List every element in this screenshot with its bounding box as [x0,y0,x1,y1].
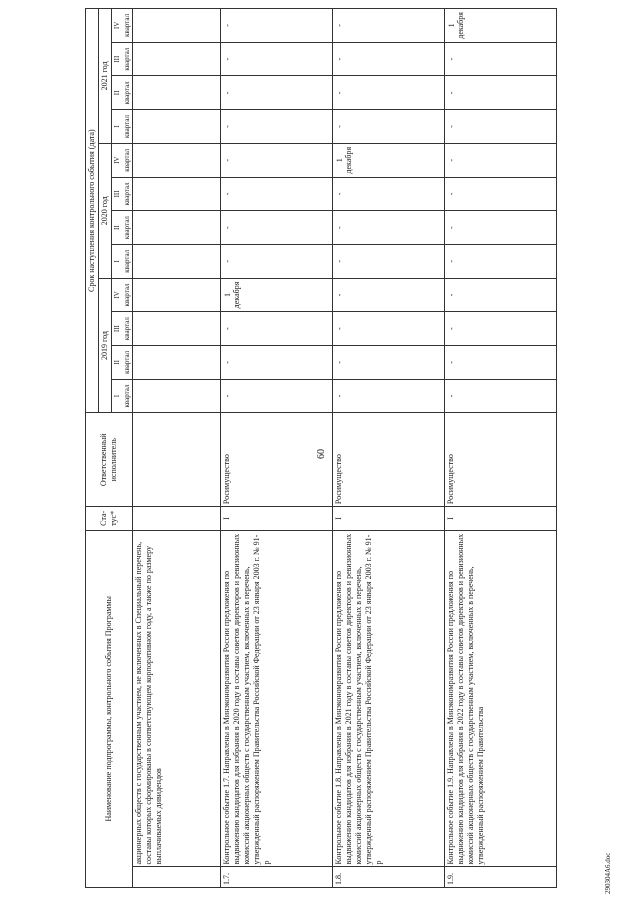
table-row [445,9,557,888]
quarter-numeral: III [113,55,121,63]
quarter-numeral: II [113,360,121,365]
quarter-numeral: III [113,325,121,333]
quarter-word: квартал [123,115,131,138]
row-number: 1.8. [333,867,445,888]
event-cell [133,278,221,312]
quarter-word: квартал [123,249,131,273]
event-cell: - [221,177,333,211]
header-quarter [112,379,133,413]
row-executor: Росимущество [221,413,333,507]
quarter-numeral: I [113,260,121,263]
event-cell: - [221,110,333,144]
header-quarter [112,346,133,380]
quarter-numeral: IV [113,21,121,30]
row-name: Контрольное событие 1.7. Направлены в Минэкономразвития России предложения по выдвижению кандидатов для избрания в 2020 году в составы советов директоров и ревизионных комиссий акционерных обществ с государственным участием, включенных в перечень, утвержденный распоряжением Правительства Российской Федерации от 23 января 2003 г. № 91-р [221,530,333,867]
quarter-numeral: III [113,190,121,198]
header-quarter [112,211,133,245]
rotated-table-frame [85,8,615,888]
quarter-numeral: II [113,225,121,230]
event-cell: - [221,312,333,346]
header-quarter [112,312,133,346]
event-cell: - [445,110,557,144]
event-cell [133,312,221,346]
quarter-numeral: I [113,394,121,398]
event-cell: - [221,346,333,380]
event-cell: - [445,177,557,211]
quarter-word: квартал [123,182,131,206]
event-cell: 1 декабря [333,143,445,177]
row-name: Контрольное событие 1.9. Направлены в Минэкономразвития России предложения по выдвижению кандидатов для избрания в 2022 году в составы советов директоров и ревизионных комиссий акционерных обществ с государственным участием, включенных в перечень, утвержденный распоряжением Правительства [445,530,557,867]
event-cell [133,346,221,380]
header-status: Ста-тус* [86,507,133,530]
header-name: Наименование подпрограммы, контрольного события Программы [86,530,133,887]
header-quarter [112,143,133,177]
row-number: 1.7. [221,867,333,888]
row-number [133,867,221,888]
event-cell: - [445,312,557,346]
event-cell [133,211,221,245]
event-cell: - [333,76,445,110]
event-cell: - [221,211,333,245]
event-cell: - [445,143,557,177]
header-year-2020: 2020 год [99,143,112,278]
event-cell: - [445,278,557,312]
quarter-word: квартал [123,216,131,240]
row-executor [133,413,221,507]
event-cell [133,110,221,144]
quarter-word: квартал [123,81,131,105]
event-cell [133,177,221,211]
event-cell [133,42,221,76]
row-executor: Росимущество [445,413,557,507]
control-events-table [85,8,557,888]
header-deadline: Срок наступления контрольного события (дата) [86,9,99,413]
header-row-1 [86,9,99,888]
event-cell: 1 декабря [445,9,557,43]
event-cell [133,244,221,278]
table-body [133,9,557,888]
header-quarter [112,76,133,110]
page-number: 60 [316,449,327,459]
event-cell: - [445,379,557,413]
quarter-word: квартал [123,47,131,71]
row-name: Контрольное событие 1.8. Направлены в Минэкономразвития России предложения по выдвижению кандидатов для избрания в 2021 году в составы советов директоров и ревизионных комиссий акционерных обществ с государственным участием, включенных в перечень, утвержденный распоряжением Правительства Российской Федерации от 23 января 2003 г. № 91-р [333,530,445,867]
header-quarter [112,177,133,211]
header-quarter [112,110,133,144]
event-cell: - [333,278,445,312]
table-row [221,9,333,888]
quarter-numeral: IV [113,156,121,164]
row-number: 1.9. [445,867,557,888]
event-cell [133,379,221,413]
quarter-numeral: II [113,90,121,96]
quarter-word: квартал [123,13,131,37]
header-executor: Ответственный исполнитель [86,413,133,507]
row-executor: Росимущество [333,413,445,507]
row-status: I [445,507,557,530]
footer-code: 290304A6.doc [604,852,612,894]
event-cell: - [445,42,557,76]
quarter-word: квартал [123,350,131,374]
event-cell: - [333,379,445,413]
event-cell: - [445,76,557,110]
event-cell: - [221,76,333,110]
quarter-word: квартал [123,384,131,408]
event-cell: - [221,143,333,177]
event-cell: 1 декабря [221,278,333,312]
event-cell: - [333,211,445,245]
event-cell [133,9,221,43]
table-row [133,9,221,888]
header-quarter [112,9,133,43]
quarter-numeral: I [113,125,121,128]
event-cell: - [221,244,333,278]
header-quarter [112,42,133,76]
event-cell: - [445,211,557,245]
event-cell: - [333,312,445,346]
event-cell: - [333,244,445,278]
event-cell: - [333,9,445,43]
table-row [333,9,445,888]
event-cell: - [333,42,445,76]
quarter-word: квартал [123,317,131,341]
header-quarter [112,244,133,278]
event-cell: - [221,9,333,43]
row-status [133,507,221,530]
event-cell: - [445,244,557,278]
header-quarter [112,278,133,312]
row-name: акционерных обществ с государственным участием, не включенных в Специальный перечень, составы которых сформированы в соответствующем корпоративном году, а также по размеру выплачиваемых дивидендов [133,530,221,867]
header-year-2019: 2019 год [99,278,112,413]
event-cell [133,143,221,177]
event-cell: - [333,110,445,144]
event-cell: - [333,177,445,211]
event-cell: - [221,379,333,413]
quarter-word: квартал [123,283,131,307]
event-cell: - [221,42,333,76]
row-status: I [221,507,333,530]
event-cell [133,76,221,110]
event-cell: - [445,346,557,380]
row-status: I [333,507,445,530]
event-cell: - [333,346,445,380]
quarter-numeral: IV [113,291,121,299]
header-year-2021: 2021 год [99,9,112,144]
quarter-word: квартал [123,148,131,172]
